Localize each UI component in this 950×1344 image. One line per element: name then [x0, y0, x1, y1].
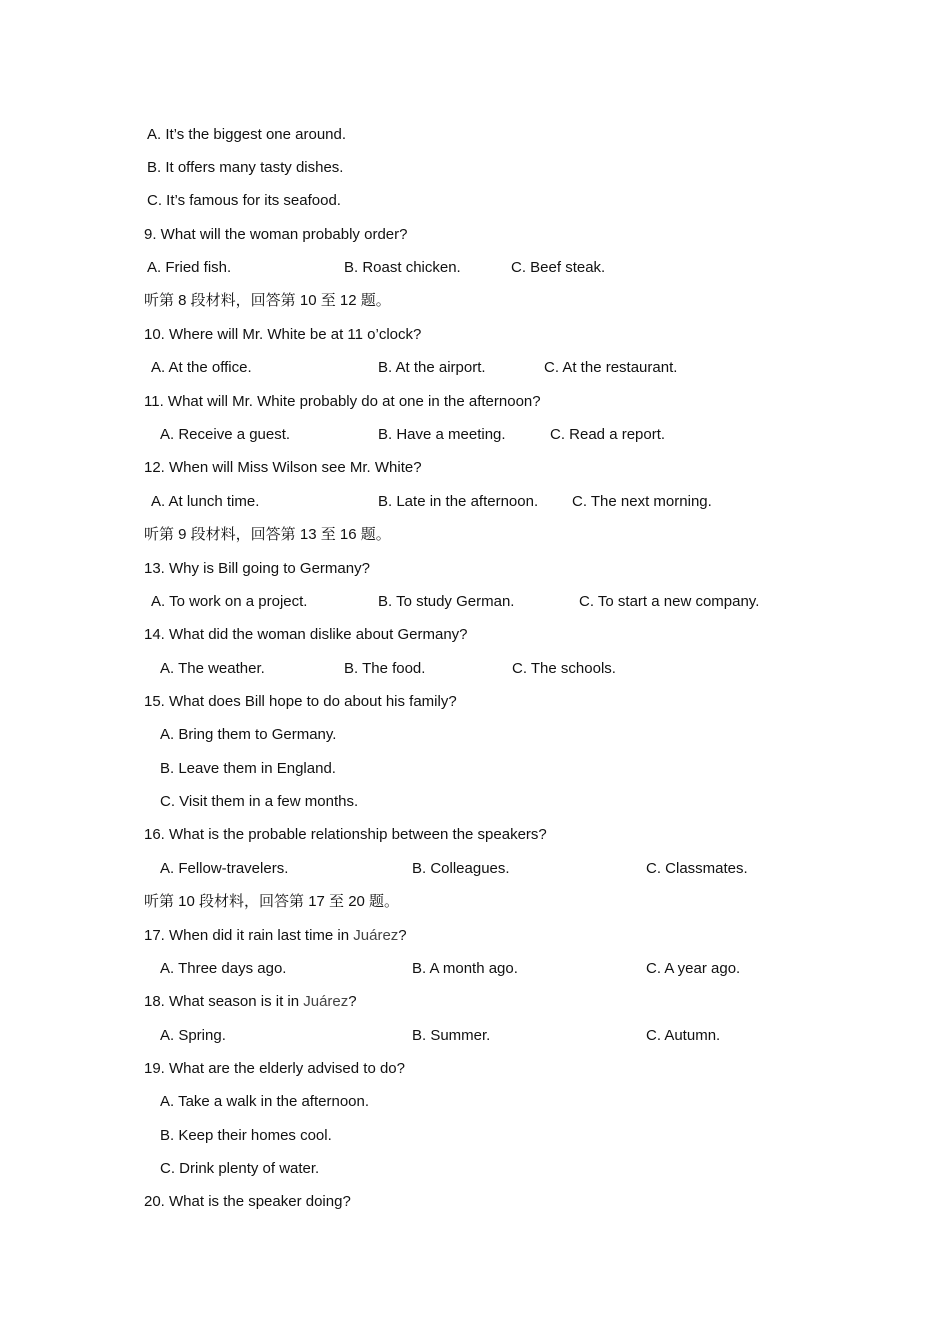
q11-option-c: C. Read a report. — [550, 426, 666, 443]
q15-option-c: C. Visit them in a few months. — [160, 793, 359, 810]
section-9-heading: 听第 9 段材料，回答第 13 至 16 题。 — [144, 526, 391, 543]
q17-option-b: B. A month ago. — [412, 960, 518, 977]
section-8-heading: 听第 8 段材料，回答第 10 至 12 题。 — [144, 292, 391, 309]
q14-options — [0, 658, 950, 680]
q14-option-a: A. The weather. — [160, 660, 265, 677]
q16-option-a: A. Fellow-travelers. — [160, 860, 289, 877]
q18-question-text: 18. What season is it in — [144, 993, 304, 1010]
q15-option-b: B. Leave them in England. — [160, 760, 336, 777]
q11-option-b: B. Have a meeting. — [378, 426, 506, 443]
q14-option-c: C. The schools. — [512, 660, 616, 677]
q18-option-c: C. Autumn. — [646, 1027, 721, 1044]
q9-question: 9. What will the woman probably order? — [144, 226, 408, 243]
q18-question — [144, 991, 357, 1013]
q20-question: 20. What is the speaker doing? — [144, 1193, 351, 1210]
q15-question: 15. What does Bill hope to do about his family? — [144, 693, 457, 710]
q18-question-mark: ? — [348, 993, 357, 1010]
q15-option-a: A. Bring them to Germany. — [160, 726, 337, 743]
q17-question-mark: ? — [398, 927, 407, 944]
q8-option-c: C. It’s famous for its seafood. — [147, 192, 341, 209]
section-10-heading: 听第 10 段材料，回答第 17 至 20 题。 — [144, 893, 400, 910]
q9-option-c: C. Beef steak. — [511, 259, 606, 276]
q11-option-a: A. Receive a guest. — [160, 426, 291, 443]
q16-question: 16. What is the probable relationship between the speakers? — [144, 826, 547, 843]
q13-option-a: A. To work on a project. — [151, 593, 308, 610]
q17-question-text: 17. When did it rain last time in — [144, 927, 354, 944]
q17-place-name: Juárez — [353, 927, 399, 944]
q12-option-b: B. Late in the afternoon. — [378, 493, 539, 510]
q17-option-a: A. Three days ago. — [160, 960, 287, 977]
q13-option-b: B. To study German. — [378, 593, 515, 610]
q17-option-c: C. A year ago. — [646, 960, 741, 977]
q9-option-b: B. Roast chicken. — [344, 259, 461, 276]
q12-option-c: C. The next morning. — [572, 493, 712, 510]
q10-options — [0, 357, 950, 379]
q18-place-name: Juárez — [303, 993, 349, 1010]
q16-option-b: B. Colleagues. — [412, 860, 510, 877]
q12-question: 12. When will Miss Wilson see Mr. White? — [144, 459, 422, 476]
q8-option-b: B. It offers many tasty dishes. — [147, 159, 344, 176]
q14-question: 14. What did the woman dislike about Germany? — [144, 626, 468, 643]
q13-question: 13. Why is Bill going to Germany? — [144, 560, 370, 577]
q13-options — [0, 591, 950, 613]
q19-option-b: B. Keep their homes cool. — [160, 1127, 332, 1144]
q12-options — [0, 491, 950, 513]
q18-options — [0, 1025, 950, 1047]
q19-option-a: A. Take a walk in the afternoon. — [160, 1093, 370, 1110]
q13-option-c: C. To start a new company. — [579, 593, 760, 610]
q11-options — [0, 424, 950, 446]
q16-option-c: C. Classmates. — [646, 860, 748, 877]
q9-option-a: A. Fried fish. — [147, 259, 232, 276]
q17-options — [0, 958, 950, 980]
q10-option-b: B. At the airport. — [378, 359, 486, 376]
q16-options — [0, 858, 950, 880]
q12-option-a: A. At lunch time. — [151, 493, 260, 510]
q10-question: 10. Where will Mr. White be at 11 o’clock? — [144, 326, 422, 343]
q18-option-b: B. Summer. — [412, 1027, 491, 1044]
q18-option-a: A. Spring. — [160, 1027, 226, 1044]
q8-option-a: A. It’s the biggest one around. — [147, 126, 347, 143]
q9-options — [0, 257, 950, 279]
q17-question — [144, 925, 407, 947]
q19-question: 19. What are the elderly advised to do? — [144, 1060, 405, 1077]
q10-option-c: C. At the restaurant. — [544, 359, 678, 376]
q14-option-b: B. The food. — [344, 660, 426, 677]
q11-question: 11. What will Mr. White probably do at one in the afternoon? — [144, 393, 541, 410]
q19-option-c: C. Drink plenty of water. — [160, 1160, 320, 1177]
q10-option-a: A. At the office. — [151, 359, 252, 376]
